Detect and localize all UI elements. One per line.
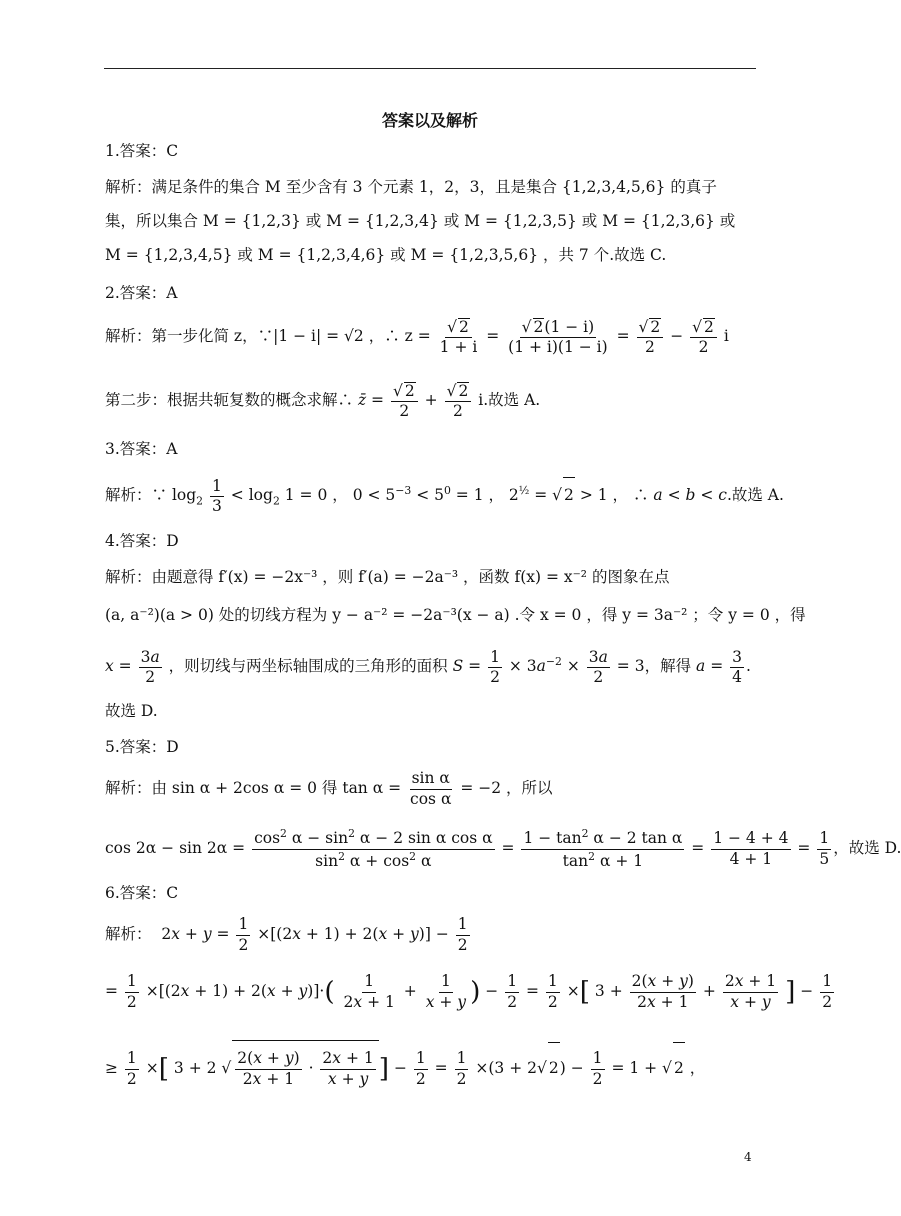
q2-frac2: $\frac{√ 2(1 - i)}{(1 + i)(1 - i)}$	[508, 318, 608, 357]
q6-frac-d: $\frac{1}{2x + 1}$	[343, 972, 395, 1011]
q3-answer: 3.答案：A	[105, 440, 178, 458]
q1-answer: 1.答案：C	[105, 142, 179, 160]
q2-step2-suffix: .故选 A.	[483, 391, 541, 410]
q2-analysis-line2: 第二步：根据共轭复数的概念求解∴ z̄ = $\frac{√ 2}{2}$ + $\frac{√ 2}{2}$ i.故选 A.	[105, 382, 541, 421]
q5-prefix: 解析：由 sin α + 2cos α = 0 得 tan α =	[105, 779, 402, 797]
q5-analysis-line2: cos 2α − sin 2α = $\frac{\cos^2 \alpha - \sin^2 \alpha - 2 \sin \alpha \cos \alpha}{\sin^2 \alpha + \cos^2 \alpha}$ = $\frac{1 - \tan^2 \alpha - 2 \tan \alpha}{\tan^2 \alpha + 1}$ = $\frac{1 - 4 + 4}{4 + 1}$ = $\frac{1}{5}$ ，故选 D.	[105, 827, 901, 870]
q6-prefix: 解析：	[105, 925, 152, 943]
q6-analysis-line2: = $\frac{1}{2}$ ×[(2x + 1) + 2(x + y)]·( $\frac{1}{2x + 1}$ + $\frac{1}{x + y}$ ) − $\frac{1}{2}$ = $\frac{1}{2}$ ×[ 3 + $\frac{2(x + y)}{2x + 1}$ + $\frac{2x + 1}{x + y}$ ] − $\frac{1}{2}$	[105, 972, 833, 1011]
q6-frac-i: $\frac{2x + 1}{x + y}$	[724, 972, 777, 1011]
q5-analysis-line1	[105, 768, 553, 808]
q5-frac1: $\frac{\cos^2 \alpha - \sin^2 \alpha - 2 \sin \alpha \cos \alpha}{\sin^2 \alpha + \cos^2 \alpha}$	[254, 827, 493, 870]
q4-frac-result: $\frac{3}{4}$	[732, 647, 742, 686]
q6-frac-m: $\frac{2x + 1}{x + y}$	[322, 1049, 374, 1088]
q4-analysis-line1: 解析：由题意得 f′(x) = −2x⁻³ ，则 f′(a) = −2a⁻³ ，函数 f(x) = x⁻² 的图象在点	[105, 568, 670, 586]
q2-answer: 2.答案：A	[105, 284, 178, 302]
q4-frac-half: $\frac{1}{2}$	[490, 647, 500, 686]
q1-analysis-line1: 解析：满足条件的集合 M 至少含有 3 个元素 1，2，3，且是集合 {1,2,3,4,5,6} 的真子	[105, 178, 717, 196]
page-title: 答案以及解析	[381, 111, 478, 130]
q5-frac3: $\frac{1 - 4 + 4}{4 + 1}$	[713, 829, 789, 868]
page-number: 4	[744, 1150, 752, 1164]
q2-step2-text: 第二步：根据共轭复数的概念求解∴	[105, 391, 354, 410]
q6-frac-g: $\frac{1}{2}$	[547, 972, 558, 1011]
q5-frac2: $\frac{1 - \tan^2 \alpha - 2 \tan \alpha}{\tan^2 \alpha + 1}$	[523, 827, 683, 870]
q1-analysis-line3: M = {1,2,3,4,5} 或 M = {1,2,3,4,6} 或 M = {1,2,3,5,6} ，共 7 个.故选 C.	[105, 246, 667, 264]
q6-frac-k: $\frac{1}{2}$	[126, 1049, 137, 1088]
q6-answer: 6.答案：C	[105, 884, 179, 902]
q6-frac-n: $\frac{1}{2}$	[415, 1049, 426, 1088]
q6-frac-a: $\frac{1}{2}$	[238, 915, 249, 954]
q6-frac-p: $\frac{1}{2}$	[592, 1049, 603, 1088]
q4-analysis-line2: (a, a⁻²)(a > 0) 处的切线方程为 y − a⁻² = −2a⁻³(x − a) .令 x = 0 ，得 y = 3a⁻² ；令 y = 0 ，得	[105, 606, 806, 624]
header-rule	[104, 68, 756, 69]
q3-suffix: .故选 A.	[726, 486, 784, 505]
q4-area-text: ，则切线与两坐标轴围成的三角形的面积	[168, 657, 448, 676]
q6-frac-f: $\frac{1}{2}$	[507, 972, 518, 1011]
q4-frac-x: $\frac{3a}{2}$	[140, 647, 160, 686]
q6-frac-c: $\frac{1}{2}$	[126, 972, 137, 1011]
q2-frac5: $\frac{√ 2}{2}$	[391, 382, 418, 420]
q2-step1-text: 解析：第一步化简 z，∵|1 − i| = √2 ，∴ z =	[105, 327, 431, 346]
q5-suffix: = −2 ，所以	[460, 779, 553, 797]
q3-prefix: 解析：∵	[105, 486, 168, 505]
q5-conclusion: ，故选 D.	[833, 839, 901, 857]
q6-frac-b: $\frac{1}{2}$	[457, 915, 468, 954]
q4-frac-3a2: $\frac{3a}{2}$	[588, 647, 608, 686]
q5-answer: 5.答案：D	[105, 738, 179, 756]
q6-frac-e: $\frac{1}{x + y}$	[425, 972, 467, 1011]
q1-analysis-line2: 集，所以集合 M = {1,2,3} 或 M = {1,2,3,4} 或 M = {1,2,3,5} 或 M = {1,2,3,6} 或	[105, 212, 736, 230]
q6-frac-h: $\frac{2(x + y)}{2x + 1}$	[631, 972, 694, 1011]
q4-analysis-line4: 故选 D.	[105, 702, 158, 720]
q6-frac-j: $\frac{1}{2}$	[822, 972, 833, 1011]
q2-analysis-line1: 解析：第一步化简 z，∵|1 − i| = √2 ，∴ z = $\frac{√ 2}{1 + i}$ = $\frac{√ 2(1 - i)}{(1 + i)(1 - i)}$ = $\frac{√ 2}{2}$ − $\frac{√ 2}{2}$ i	[105, 318, 729, 357]
q2-frac4: $\frac{√ 2}{2}$	[690, 318, 717, 356]
q3-frac: $\frac{1}{3}$	[212, 476, 222, 515]
q6-analysis-line3: ≥ $\frac{1}{2}$ ×[ 3 + 2 √ $\frac{2(x + y)}{2x + 1}$ · $\frac{2x + 1}{x + y}$ ] − $\frac{1}{2}$ = $\frac{1}{2}$ ×(3 + 2√ 2) − $\frac{1}{2}$ = 1 + √ 2 ，	[105, 1040, 705, 1093]
q6-analysis-line1: 解析： 2x + y = $\frac{1}{2}$ ×[(2x + 1) + 2(x + y)] − $\frac{1}{2}$	[105, 915, 468, 954]
q2-frac6: $\frac{√ 2}{2}$	[445, 382, 472, 420]
q2-frac1: $\frac{√ 2}{1 + i}$	[439, 318, 478, 357]
q2-frac3: $\frac{√ 2}{2}$	[637, 318, 664, 356]
q3-analysis-line1: 解析：∵ $\log_2$ $\frac{1}{3}$ < $\log_2 1 = 0$ ， $0 < 5^{-3} < 5^0 = 1$ ， $2^{\frac{1}{2}}$ = √ 2 > 1 ， ∴ a < b < c.故选 A.	[105, 476, 784, 515]
q6-frac-l: $\frac{2(x + y)}{2x + 1}$	[237, 1049, 300, 1088]
q5-frac4: $\frac{1}{5}$	[819, 829, 830, 868]
q4-answer: 4.答案：D	[105, 532, 179, 550]
q4-analysis-line3: x = $\frac{3a}{2}$ ，则切线与两坐标轴围成的三角形的面积 S = $\frac{1}{2}$ × $3a^{-2}$ × $\frac{3a}{2}$ = 3，解得 a = $\frac{3}{4}$ .	[105, 647, 751, 686]
q5-frac-tan: $\frac{\text{sin α}}{\text{cos α}}$	[410, 769, 452, 808]
q4-solve-text: ，解得	[644, 657, 692, 676]
q6-frac-o: $\frac{1}{2}$	[456, 1049, 467, 1088]
